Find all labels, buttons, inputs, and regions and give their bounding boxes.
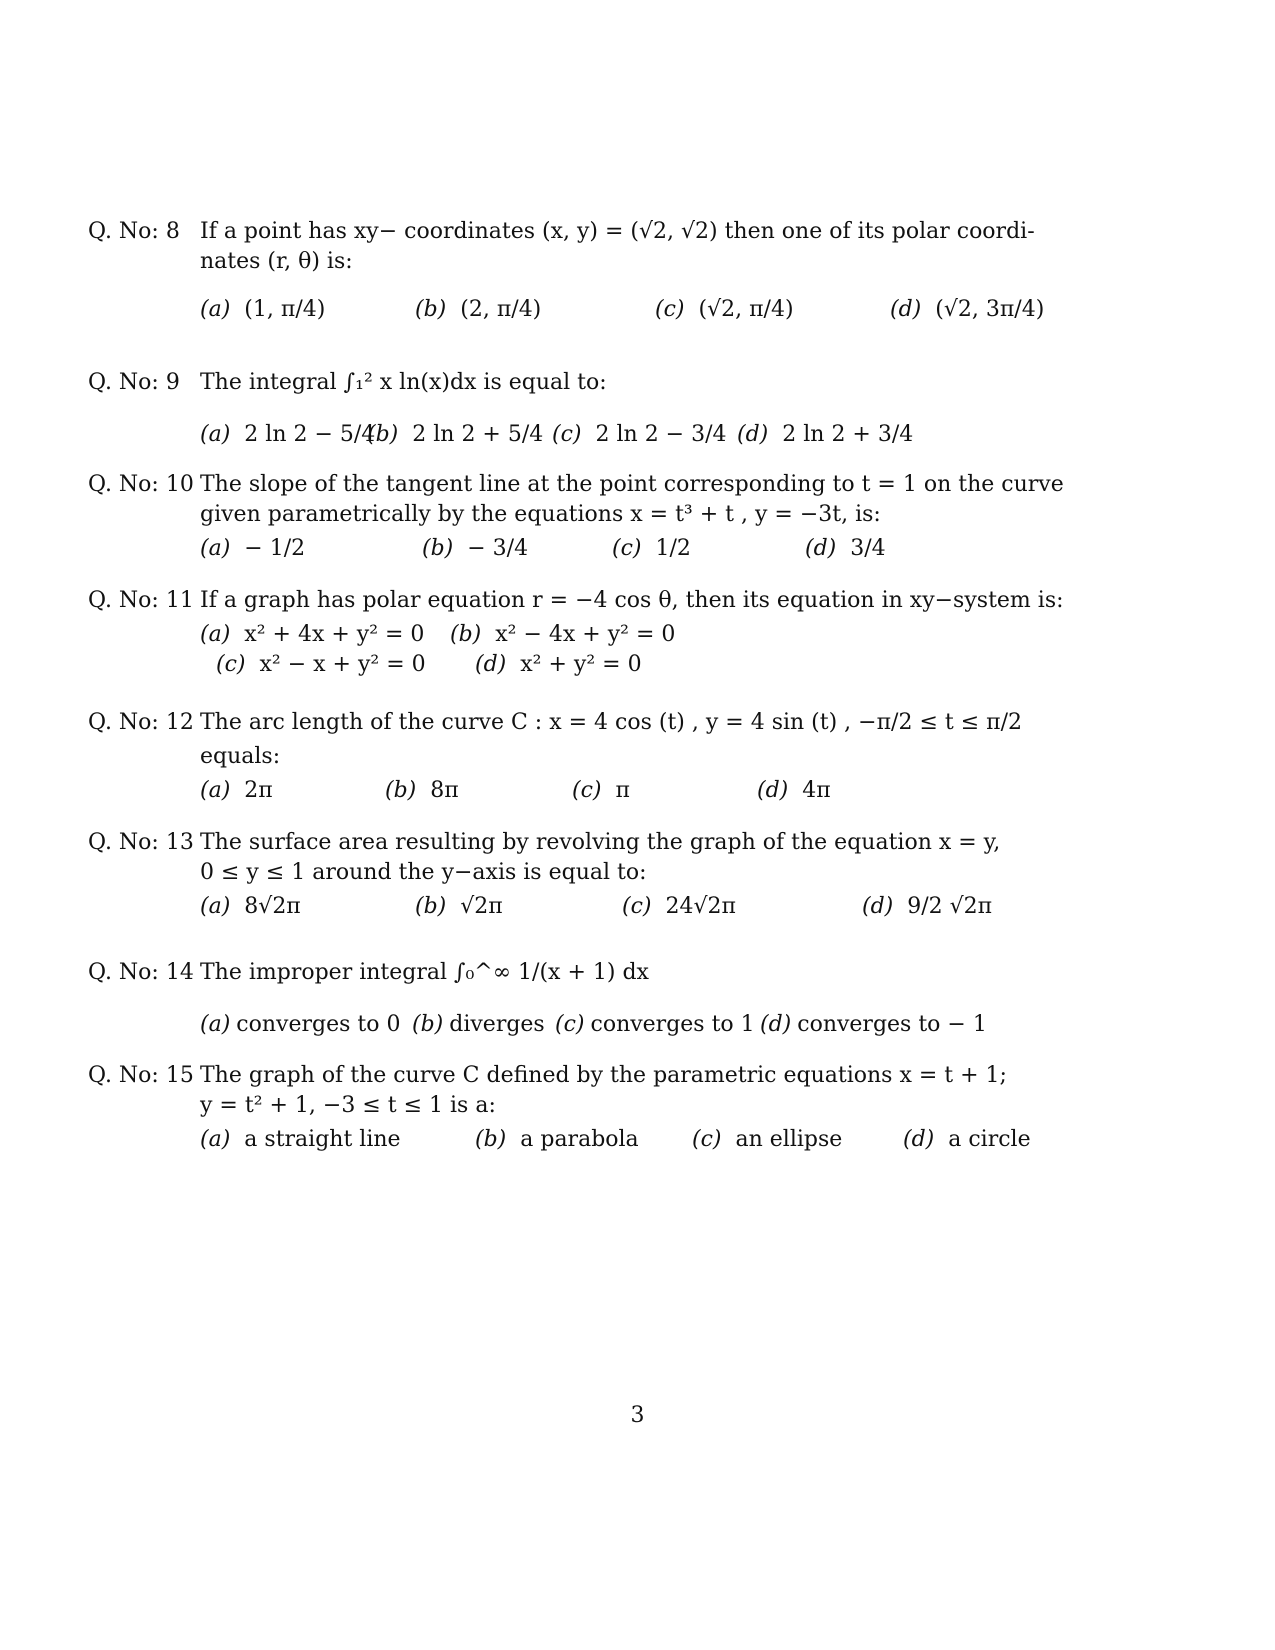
question-text: The slope of the tangent line at the point corresponding to t = 1 on the curve (200, 472, 1064, 497)
option-c (572, 776, 630, 806)
question-text: equals: (200, 744, 281, 769)
option-d (903, 1125, 1031, 1155)
option-d (757, 776, 831, 806)
option-letter: (a) (200, 1127, 231, 1152)
option-letter: (a) (200, 622, 231, 647)
option-letter: (c) (622, 894, 652, 919)
option-value: a parabola (520, 1127, 639, 1152)
option-d (760, 1010, 987, 1040)
option-letter: (b) (367, 422, 399, 447)
option-b (367, 420, 543, 450)
option-value: √2π (460, 894, 503, 919)
option-value: converges to 0 (236, 1012, 401, 1037)
question-text: The surface area resulting by revolving the graph of the equation x = y, (200, 830, 1001, 855)
options-row (200, 1010, 1080, 1050)
option-value: a straight line (244, 1127, 401, 1152)
question-body (200, 217, 1080, 335)
option-c (555, 1010, 755, 1040)
option-c (622, 892, 736, 922)
option-value: (2, π/4) (460, 297, 542, 322)
question-text: The integral ∫₁² x ln(x)dx is equal to: (200, 370, 607, 395)
question-text: The graph of the curve C defined by the parametric equations x = t + 1; (200, 1063, 1007, 1088)
option-value: x² − 4x + y² = 0 (495, 622, 676, 647)
option-a (200, 776, 273, 806)
option-value: 9/2 √2π (907, 894, 993, 919)
option-letter: (b) (385, 778, 417, 803)
option-letter: (d) (757, 778, 789, 803)
option-value: − 3/4 (467, 536, 529, 561)
option-value: 4π (802, 778, 831, 803)
question-body (200, 368, 1080, 460)
option-b (422, 534, 528, 564)
question-body (200, 1061, 1080, 1165)
option-letter: (a) (200, 894, 231, 919)
option-letter: (a) (200, 778, 231, 803)
option-value: 2 ln 2 + 5/4 (412, 422, 544, 447)
option-letter: (a) (200, 1012, 231, 1037)
option-d (862, 892, 992, 922)
option-value: π (615, 778, 630, 803)
option-value: 2π (244, 778, 273, 803)
option-letter: (d) (475, 652, 507, 677)
option-letter: (d) (890, 297, 922, 322)
option-value: 3/4 (850, 536, 886, 561)
option-c (655, 295, 794, 325)
question-label: Q. No: 14 (88, 960, 194, 985)
option-b (415, 892, 503, 922)
options-row (200, 295, 1080, 335)
option-letter: (c) (555, 1012, 585, 1037)
option-value: (1, π/4) (244, 297, 326, 322)
options-row (200, 1125, 1080, 1165)
question-label: Q. No: 12 (88, 710, 194, 735)
option-value: 24√2π (665, 894, 736, 919)
option-value: x² + y² = 0 (520, 652, 642, 677)
option-letter: (b) (412, 1012, 444, 1037)
question-text: nates (r, θ) is: (200, 249, 353, 274)
option-value: x² − x + y² = 0 (259, 652, 426, 677)
option-a (200, 620, 424, 650)
question-body (200, 958, 1080, 1050)
option-d (805, 534, 886, 564)
question-label: Q. No: 13 (88, 830, 194, 855)
option-letter: (c) (612, 536, 642, 561)
question-body (200, 470, 1080, 574)
question-text: The improper integral ∫₀^∞ 1/(x + 1) dx (200, 960, 649, 985)
option-c (692, 1125, 842, 1155)
question-text: y = t² + 1, −3 ≤ t ≤ 1 is a: (200, 1093, 496, 1118)
question-label: Q. No: 10 (88, 472, 194, 497)
option-letter: (b) (450, 622, 482, 647)
option-letter: (d) (805, 536, 837, 561)
option-c (552, 420, 727, 450)
option-a (200, 892, 301, 922)
options-row (200, 534, 1080, 574)
option-letter: (c) (692, 1127, 722, 1152)
option-value: converges to 1 (590, 1012, 755, 1037)
option-letter: (a) (200, 536, 231, 561)
option-a (200, 1125, 401, 1155)
question-text: given parametrically by the equations x = t³ + t , y = −3t, is: (200, 502, 881, 527)
option-letter: (b) (422, 536, 454, 561)
option-b (475, 1125, 639, 1155)
question-body (200, 828, 1080, 932)
option-value: 2 ln 2 + 3/4 (782, 422, 914, 447)
option-c (216, 650, 426, 680)
option-b (415, 295, 541, 325)
option-value: (√2, 3π/4) (935, 297, 1045, 322)
question-label: Q. No: 9 (88, 370, 180, 395)
option-b (385, 776, 459, 806)
option-b (450, 620, 675, 650)
options-row (200, 620, 1080, 650)
option-value: diverges (449, 1012, 545, 1037)
option-letter: (a) (200, 297, 231, 322)
option-value: 2 ln 2 − 3/4 (595, 422, 727, 447)
option-value: 1/2 (655, 536, 691, 561)
question-text: The arc length of the curve C : x = 4 cos (t) , y = 4 sin (t) , −π/2 ≤ t ≤ π/2 (200, 710, 1023, 735)
option-letter: (b) (415, 894, 447, 919)
option-value: 2 ln 2 − 5/4 (244, 422, 376, 447)
option-a (200, 295, 325, 325)
question-label: Q. No: 8 (88, 219, 180, 244)
option-b (412, 1010, 545, 1040)
option-letter: (b) (415, 297, 447, 322)
option-c (612, 534, 691, 564)
question-text: If a point has xy− coordinates (x, y) = (√2, √2) then one of its polar coordi- (200, 219, 1035, 244)
question-text: If a graph has polar equation r = −4 cos θ, then its equation in xy−system is: (200, 588, 1064, 613)
option-a (200, 420, 375, 450)
options-row (200, 892, 1080, 932)
option-letter: (d) (737, 422, 769, 447)
question-label: Q. No: 15 (88, 1063, 194, 1088)
option-value: 8π (430, 778, 459, 803)
option-letter: (a) (200, 422, 231, 447)
option-d (737, 420, 913, 450)
question-label: Q. No: 11 (88, 588, 194, 613)
option-value: − 1/2 (244, 536, 306, 561)
option-letter: (d) (862, 894, 894, 919)
option-letter: (c) (552, 422, 582, 447)
option-letter: (c) (655, 297, 685, 322)
option-value: x² + 4x + y² = 0 (244, 622, 425, 647)
page-number: 3 (630, 1403, 645, 1428)
option-letter: (d) (760, 1012, 792, 1037)
option-value: a circle (948, 1127, 1031, 1152)
option-letter: (c) (572, 778, 602, 803)
options-row (200, 420, 1080, 460)
option-value: 8√2π (244, 894, 301, 919)
option-d (890, 295, 1044, 325)
option-a (200, 1010, 400, 1040)
option-letter: (b) (475, 1127, 507, 1152)
option-d (475, 650, 642, 680)
question-text: 0 ≤ y ≤ 1 around the y−axis is equal to: (200, 860, 647, 885)
option-a (200, 534, 305, 564)
option-value: an ellipse (735, 1127, 843, 1152)
option-value: converges to − 1 (797, 1012, 987, 1037)
question-body (200, 708, 1080, 816)
option-value: (√2, π/4) (698, 297, 794, 322)
options-row (200, 650, 1080, 680)
option-letter: (d) (903, 1127, 935, 1152)
question-body (200, 586, 1080, 680)
options-row (200, 776, 1080, 816)
option-letter: (c) (216, 652, 246, 677)
